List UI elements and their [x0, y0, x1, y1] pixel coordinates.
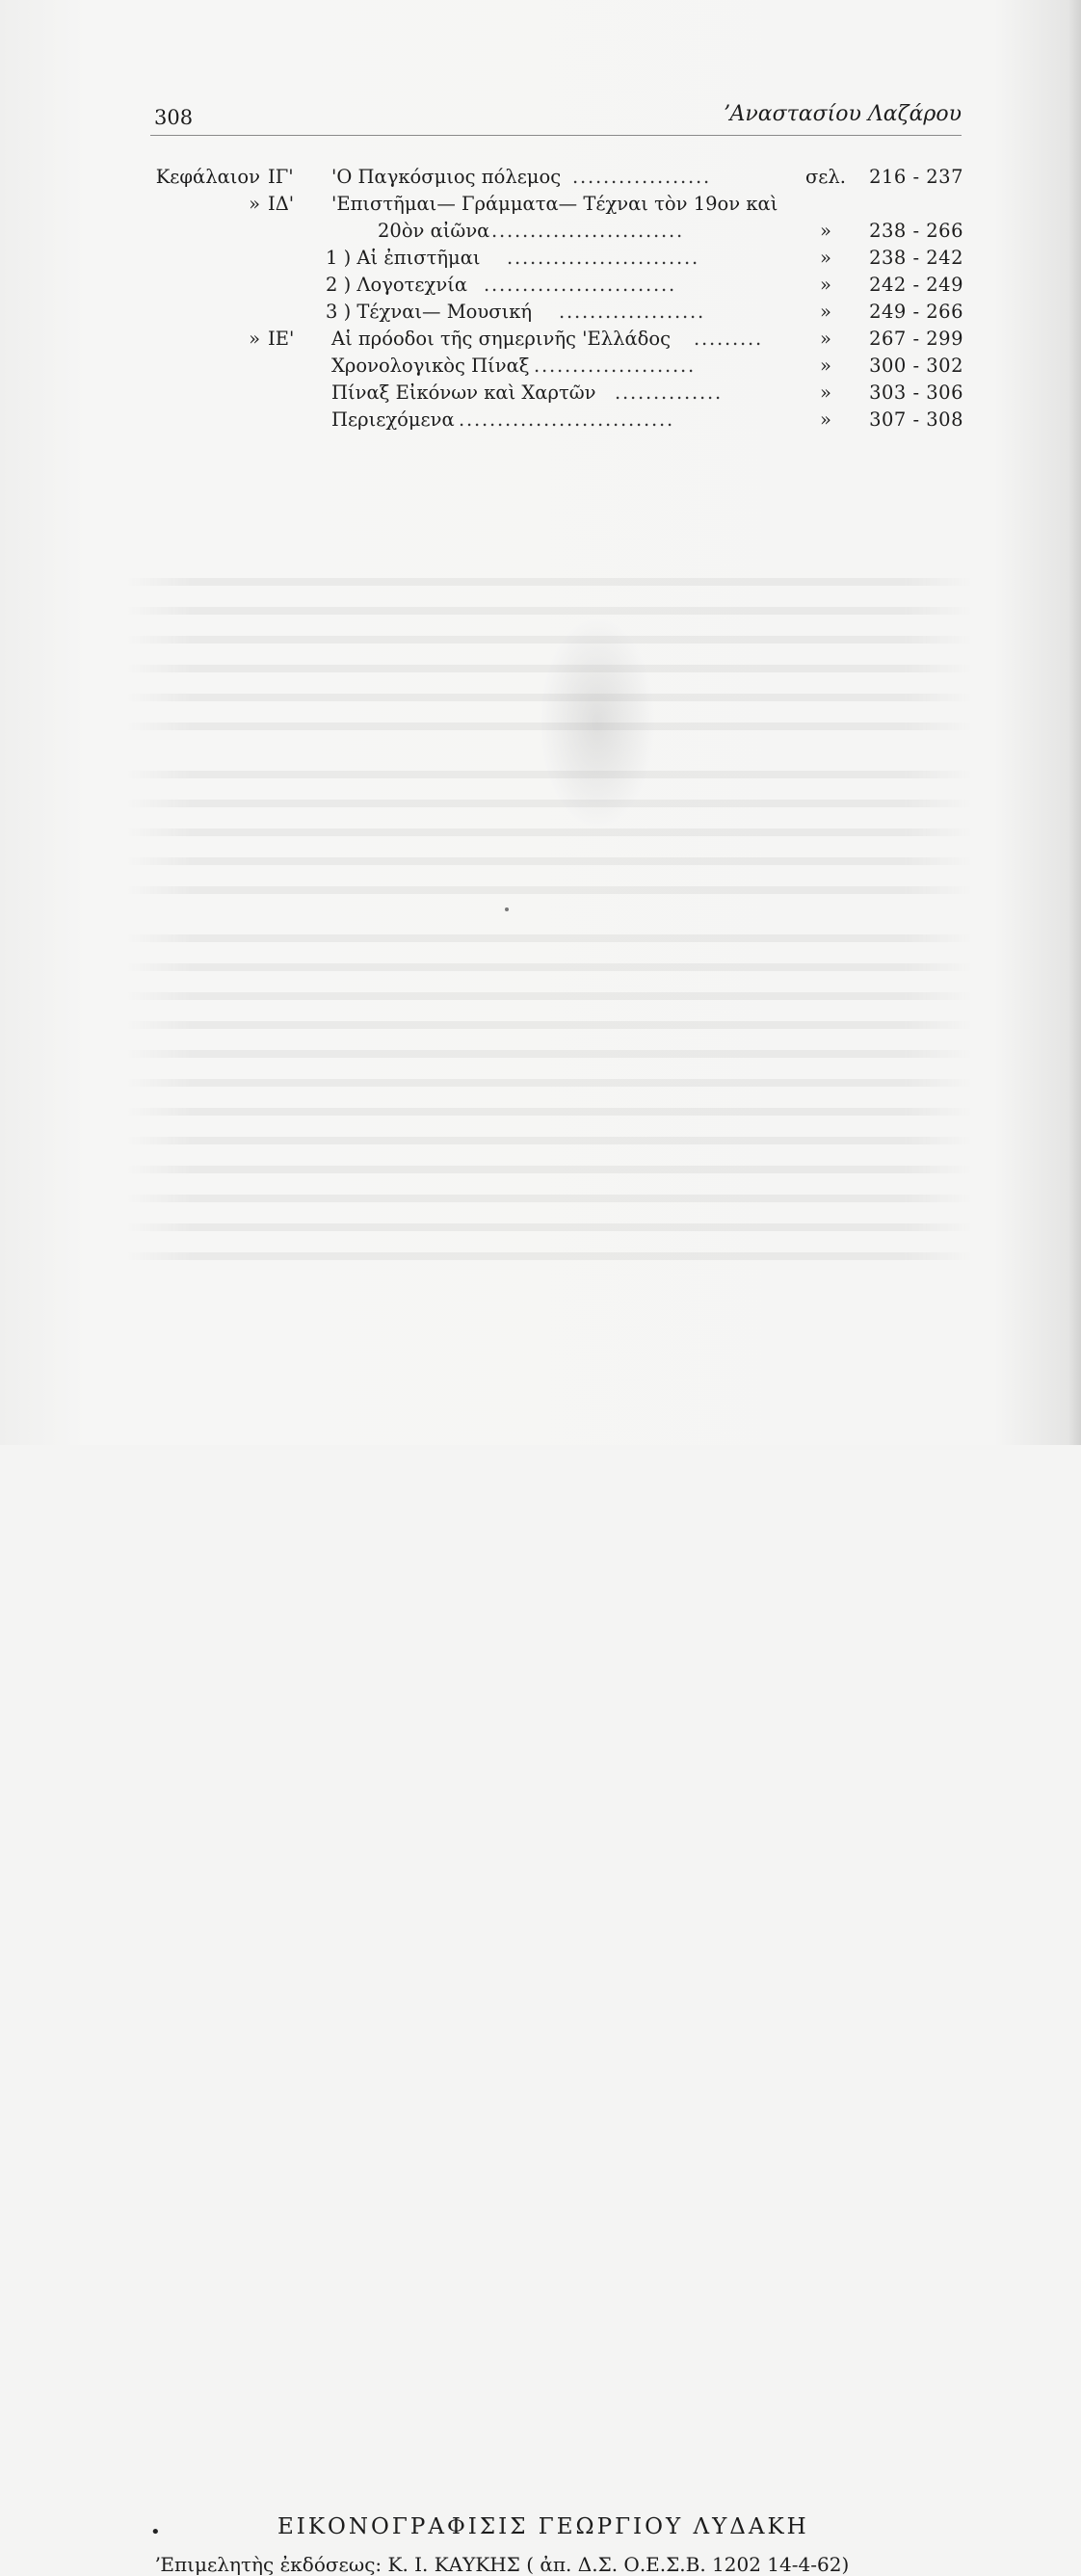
table-of-contents	[0, 0, 1081, 443]
toc-entry-page-prefix: »	[820, 381, 831, 404]
toc-entry-pages: 216 - 237	[869, 166, 963, 188]
toc-entry-pages: 300 - 302	[869, 355, 963, 377]
toc-entry-title: 2 ) Λογοτεχνία	[326, 274, 468, 296]
toc-entry-title: 3 ) Τέχναι— Μουσική	[326, 301, 533, 323]
toc-entry-page-prefix: »	[820, 408, 831, 431]
toc-entry-leader: ...................	[559, 301, 705, 323]
toc-entry-page-prefix: σελ.	[805, 166, 846, 188]
page-number: 308	[154, 106, 194, 129]
toc-entry	[0, 166, 1081, 193]
toc-entry-pages: 303 - 306	[869, 381, 963, 404]
paper-stain	[540, 617, 655, 828]
toc-entry-page-prefix: »	[820, 355, 831, 377]
toc-entry	[0, 193, 1081, 220]
toc-entry	[0, 301, 1081, 328]
toc-entry	[0, 328, 1081, 355]
toc-entry	[0, 355, 1081, 381]
toc-entry-leader: ..............	[615, 381, 723, 404]
toc-entry-pages: 267 - 299	[869, 328, 963, 350]
toc-entry-title: 'Επιστῆμαι— Γράμματα— Τέχναι τὸν 19ον καὶ	[331, 193, 778, 215]
toc-entry-title: Περιεχόμενα	[331, 408, 455, 431]
toc-entry-pages: 238 - 266	[869, 220, 963, 242]
toc-entry-label: »	[249, 193, 260, 215]
toc-entry-leader: .........................	[507, 247, 699, 269]
toc-entry	[0, 220, 1081, 247]
toc-entry-page-prefix: »	[820, 328, 831, 350]
toc-entry-leader: .........................	[484, 274, 676, 296]
toc-entry-page-prefix: »	[820, 301, 831, 323]
toc-entry-pages: 238 - 242	[869, 247, 963, 269]
toc-entry-title: 1 ) Αἱ ἐπιστῆμαι	[326, 247, 481, 269]
toc-entry-numeral: ΙΕ'	[268, 328, 295, 350]
toc-entry-label: »	[249, 328, 260, 350]
toc-entry-numeral: ΙΔ'	[268, 193, 295, 215]
toc-entry-page-prefix: »	[820, 274, 831, 296]
toc-entry	[0, 247, 1081, 274]
toc-entry-title: 20ὸν αἰῶνα	[378, 220, 490, 242]
toc-entry-numeral: ΙΓ'	[268, 166, 294, 188]
toc-entry-page-prefix: »	[820, 220, 831, 242]
running-head: ʼΑναστασίου Λαζάρου	[723, 102, 962, 126]
toc-entry-pages: 249 - 266	[869, 301, 963, 323]
toc-entry	[0, 381, 1081, 408]
toc-entry-page-prefix: »	[820, 247, 831, 269]
toc-entry-title: Χρονολογικὸς Πίναξ	[331, 355, 530, 377]
colophon	[0, 1252, 1081, 2576]
colophon-bullet: •	[150, 2522, 161, 2542]
toc-entry-title: 'Ο Παγκόσμιος πόλεμος	[331, 166, 562, 188]
toc-entry-label: Κεφάλαιον	[155, 166, 260, 188]
toc-entry	[0, 408, 1081, 435]
editor-credit: ʼΕπιμελητὴς ἐκδόσεως: Κ. Ι. ΚΑΥΚΗΣ ( ἀπ. Δ.Σ. Ο.Ε.Σ.Β. 1202 14-4-62)	[154, 2553, 850, 2576]
toc-entry-leader: .........................	[491, 220, 684, 242]
illustration-credit: ΕΙΚΟΝΟΓΡΑΦΙΣΙΣ ΓΕΩΡΓΙΟΥ ΛΥΔΑΚΗ	[277, 2514, 809, 2539]
toc-entry-leader: .........	[694, 328, 763, 350]
toc-entry-pages: 307 - 308	[869, 408, 963, 431]
toc-entry	[0, 274, 1081, 301]
toc-entry-leader: ............................	[459, 408, 674, 431]
toc-entry-title: Αἱ πρόοδοι τῆς σημερινῆς 'Ελλάδος	[331, 328, 672, 350]
toc-entry-pages: 242 - 249	[869, 274, 963, 296]
toc-entry-leader: ..................	[572, 166, 711, 188]
toc-entry-leader: .....................	[534, 355, 696, 377]
paper-speck	[505, 907, 509, 911]
toc-entry-title: Πίναξ Εἰκόνων καὶ Χαρτῶν	[331, 381, 596, 404]
